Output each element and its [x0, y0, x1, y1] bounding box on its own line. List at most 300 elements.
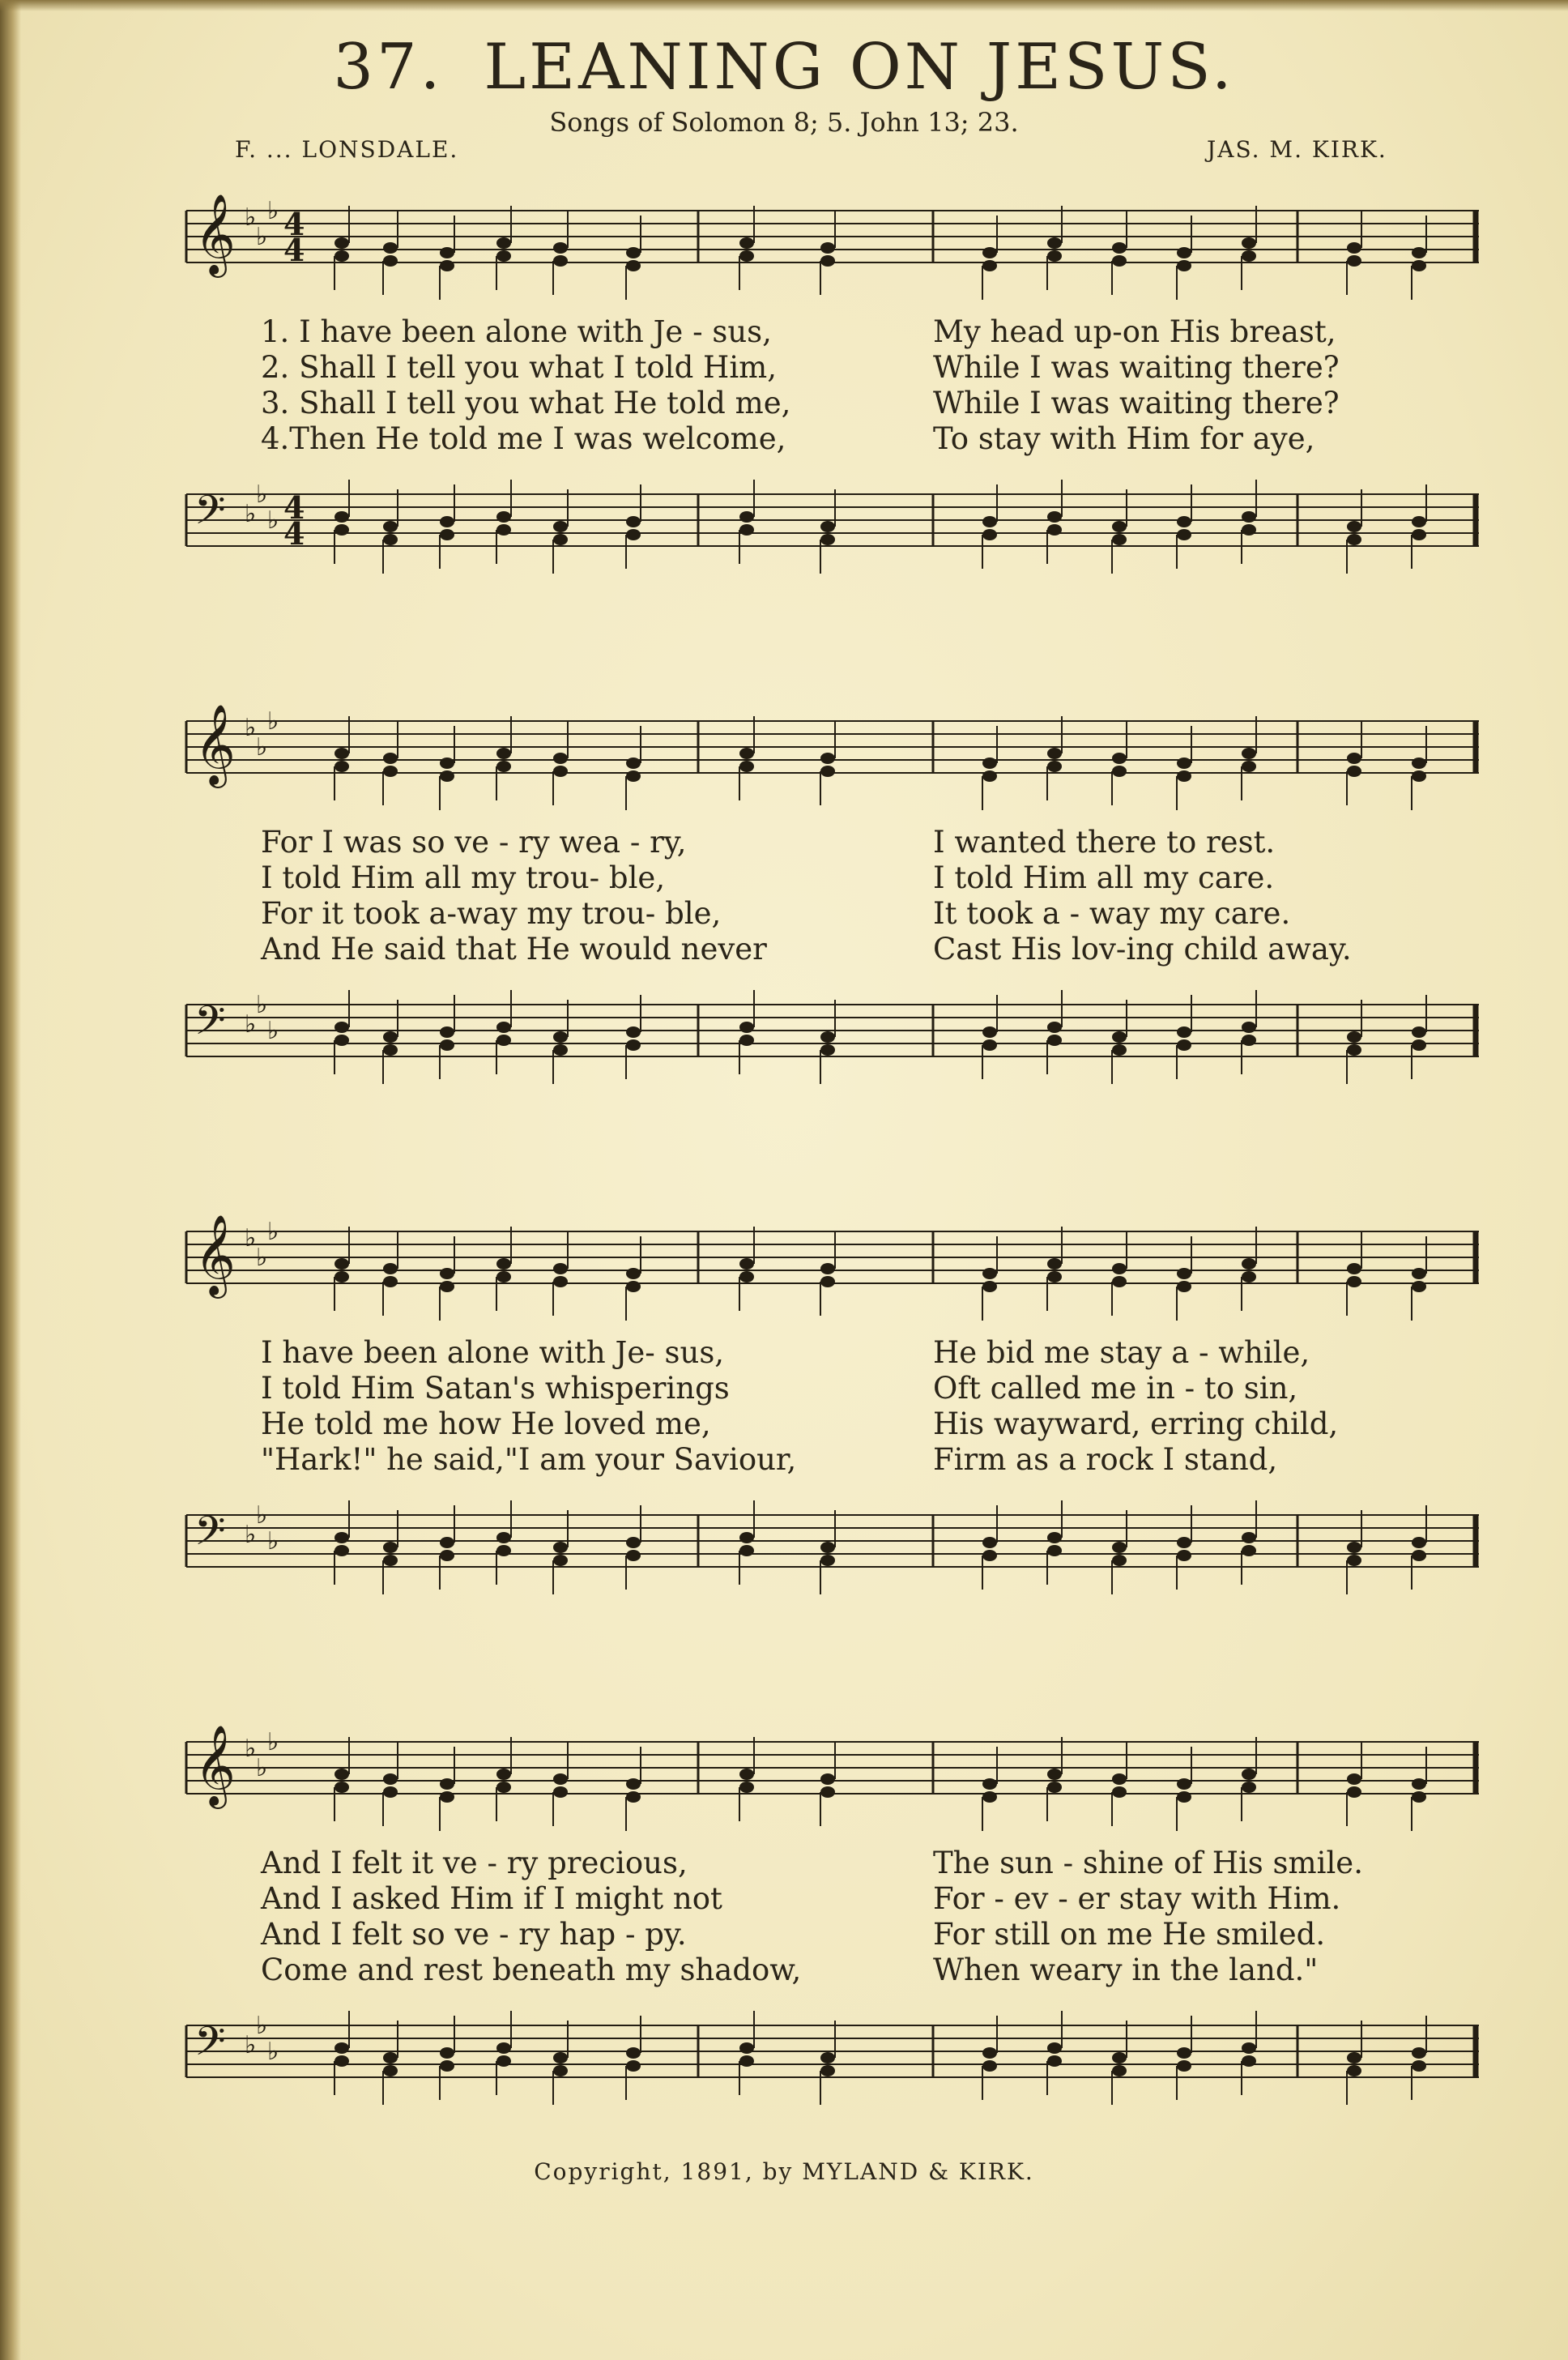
lyric-line: [180, 386, 1484, 421]
note-head: [383, 1276, 398, 1287]
hymn-title-text: LEANING ON JESUS.: [484, 31, 1235, 104]
lyric-line: [180, 1442, 1484, 1478]
note-head: [1112, 2065, 1127, 2076]
note-head: [1347, 2052, 1361, 2063]
note-head: [1347, 1263, 1361, 1274]
note-head: [553, 1263, 568, 1274]
note-head: [440, 1550, 454, 1561]
note-head: [1412, 1791, 1426, 1803]
note-head: [1347, 1773, 1361, 1785]
note-head: [626, 2047, 641, 2059]
note-head: [739, 524, 754, 536]
flat-icon: ♭: [245, 500, 257, 528]
note-head: [496, 524, 511, 536]
note-head: [739, 1258, 754, 1270]
note-head: [626, 1281, 641, 1292]
note-head: [1412, 770, 1426, 782]
note-head: [739, 1532, 754, 1543]
note-head: [334, 524, 349, 536]
lyric-line: [180, 1406, 1484, 1442]
lyric-line: [180, 896, 1484, 932]
note-head: [496, 1545, 511, 1556]
lyric-line: [180, 1371, 1484, 1406]
note-head: [820, 753, 835, 764]
note-head: [1177, 1778, 1191, 1790]
note-head: [1242, 761, 1256, 772]
note-head: [1112, 1542, 1127, 1553]
note-head: [820, 766, 835, 777]
lyric-second-half: His wayward, erring child,: [933, 1406, 1339, 1441]
note-head: [440, 516, 454, 527]
note-head: [1047, 2042, 1062, 2054]
note-head: [1177, 1281, 1191, 1292]
note-head: [383, 1542, 398, 1553]
note-head: [553, 2065, 568, 2076]
note-head: [440, 1791, 454, 1803]
time-signature: 4: [283, 515, 305, 552]
lyric-second-half: While I was waiting there?: [933, 386, 1340, 420]
note-head: [982, 1039, 997, 1051]
note-head: [496, 1782, 511, 1793]
note-head: [553, 242, 568, 254]
lyric-first-half: And I asked Him if I might not: [261, 1881, 722, 1916]
lyric-second-half: I told Him all my care.: [933, 860, 1275, 895]
note-head: [440, 2047, 454, 2059]
note-head: [739, 1271, 754, 1282]
note-head: [496, 2042, 511, 2054]
note-head: [1347, 1031, 1361, 1043]
lyrics-block: [180, 1846, 1484, 1988]
note-head: [1347, 766, 1361, 777]
lyric-first-half: 1. I have been alone with Je - sus,: [261, 314, 772, 349]
note-head: [1047, 1769, 1062, 1780]
treble-staff: [180, 1709, 1484, 1839]
note-head: [1242, 1769, 1256, 1780]
note-head: [383, 1555, 398, 1566]
note-head: [383, 534, 398, 545]
composer-credit: JAS. M. KIRK.: [1207, 136, 1387, 163]
treble-clef-icon: 𝄞: [194, 194, 236, 275]
note-head: [739, 1782, 754, 1793]
bass-staff: [180, 972, 1484, 1102]
note-head: [626, 1550, 641, 1561]
lyric-second-half: It took a - way my care.: [933, 896, 1291, 931]
note-head: [626, 260, 641, 271]
note-head: [739, 237, 754, 249]
flat-icon: ♭: [245, 203, 257, 232]
lyric-line: [180, 932, 1484, 967]
note-head: [739, 761, 754, 772]
flat-icon: ♭: [267, 1218, 279, 1246]
note-head: [1047, 250, 1062, 262]
note-head: [1177, 770, 1191, 782]
note-head: [739, 748, 754, 759]
lyrics-block: [180, 825, 1484, 967]
note-head: [982, 2060, 997, 2072]
note-head: [1112, 1786, 1127, 1798]
scripture-reference: Songs of Solomon 8; 5. John 13; 23.: [549, 107, 1019, 138]
note-head: [1242, 237, 1256, 249]
flat-icon: ♭: [256, 1244, 268, 1272]
note-head: [1047, 511, 1062, 523]
bass-clef-icon: 𝄢: [194, 2018, 226, 2075]
treble-staff: [180, 689, 1484, 818]
flat-icon: ♭: [245, 1010, 257, 1039]
note-head: [1047, 237, 1062, 249]
note-head: [1412, 1268, 1426, 1279]
note-head: [496, 1035, 511, 1046]
page-top-edge: [0, 0, 1568, 11]
lyric-second-half: Oft called me in - to sin,: [933, 1371, 1298, 1406]
note-head: [1412, 1026, 1426, 1038]
note-head: [553, 753, 568, 764]
note-head: [739, 1769, 754, 1780]
note-head: [553, 766, 568, 777]
note-head: [1347, 1276, 1361, 1287]
note-head: [982, 1537, 997, 1548]
note-head: [626, 1039, 641, 1051]
note-head: [1047, 1271, 1062, 1282]
note-head: [1112, 753, 1127, 764]
note-head: [1112, 1555, 1127, 1566]
note-head: [626, 1791, 641, 1803]
flat-icon: ♭: [245, 1521, 257, 1549]
note-head: [334, 511, 349, 523]
note-head: [982, 529, 997, 540]
note-head: [553, 1786, 568, 1798]
note-head: [626, 1268, 641, 1279]
note-head: [1177, 1026, 1191, 1038]
note-head: [982, 770, 997, 782]
hymn-number: 37.: [333, 31, 444, 104]
note-head: [1412, 247, 1426, 258]
lyric-first-half: And I felt it ve - ry precious,: [261, 1846, 688, 1880]
note-head: [1347, 2065, 1361, 2076]
note-head: [1242, 2055, 1256, 2067]
note-head: [553, 1542, 568, 1553]
note-head: [496, 2055, 511, 2067]
flat-icon: ♭: [256, 223, 268, 251]
note-head: [982, 516, 997, 527]
note-head: [383, 753, 398, 764]
flat-icon: ♭: [245, 714, 257, 742]
note-head: [1047, 1782, 1062, 1793]
note-head: [1242, 1022, 1256, 1033]
note-head: [496, 1271, 511, 1282]
note-head: [383, 242, 398, 254]
note-head: [820, 1031, 835, 1043]
lyric-second-half: For - ev - er stay with Him.: [933, 1881, 1341, 1916]
note-head: [440, 1026, 454, 1038]
lyric-line: [180, 860, 1484, 896]
note-head: [553, 1044, 568, 1056]
flat-icon: ♭: [256, 1754, 268, 1782]
note-head: [626, 247, 641, 258]
note-head: [440, 758, 454, 769]
note-head: [553, 534, 568, 545]
note-head: [440, 770, 454, 782]
note-head: [820, 242, 835, 254]
note-head: [1347, 1542, 1361, 1553]
note-head: [1242, 1035, 1256, 1046]
note-head: [1112, 534, 1127, 545]
note-head: [820, 534, 835, 545]
lyric-first-half: 3. Shall I tell you what He told me,: [261, 386, 791, 420]
note-head: [1347, 255, 1361, 267]
flat-icon: ♭: [256, 991, 268, 1019]
note-head: [820, 2065, 835, 2076]
note-head: [1177, 529, 1191, 540]
note-head: [1112, 255, 1127, 267]
note-head: [1242, 748, 1256, 759]
lyric-first-half: 4.Then He told me I was welcome,: [261, 421, 786, 456]
note-head: [1412, 529, 1426, 540]
note-head: [383, 1786, 398, 1798]
note-head: [440, 1537, 454, 1548]
lyric-first-half: Come and rest beneath my shadow,: [261, 1952, 802, 1987]
lyric-second-half: Firm as a rock I stand,: [933, 1442, 1278, 1477]
flat-icon: ♭: [267, 1728, 279, 1756]
note-head: [626, 516, 641, 527]
note-head: [1177, 1268, 1191, 1279]
note-head: [383, 2052, 398, 2063]
note-head: [334, 1532, 349, 1543]
note-head: [553, 521, 568, 532]
note-head: [626, 1778, 641, 1790]
note-head: [626, 529, 641, 540]
note-head: [820, 1044, 835, 1056]
note-head: [496, 1258, 511, 1270]
note-head: [334, 1769, 349, 1780]
lyric-line: [180, 421, 1484, 457]
note-head: [820, 1773, 835, 1785]
note-head: [982, 1281, 997, 1292]
note-head: [496, 1769, 511, 1780]
note-head: [1412, 1281, 1426, 1292]
lyric-first-half: And I felt so ve - ry hap - py.: [261, 1917, 687, 1952]
note-head: [1347, 753, 1361, 764]
note-head: [1242, 250, 1256, 262]
lyric-second-half: Cast His lov-ing child away.: [933, 932, 1352, 967]
note-head: [982, 1026, 997, 1038]
note-head: [496, 1022, 511, 1033]
bass-clef-icon: 𝄢: [194, 487, 226, 544]
note-head: [982, 247, 997, 258]
note-head: [982, 758, 997, 769]
lyric-line: [180, 314, 1484, 350]
note-head: [1177, 1039, 1191, 1051]
note-head: [334, 1545, 349, 1556]
time-signature: 4: [283, 489, 305, 526]
note-head: [820, 1555, 835, 1566]
note-head: [739, 1545, 754, 1556]
note-head: [553, 1773, 568, 1785]
note-head: [1412, 758, 1426, 769]
lyric-first-half: I told Him all my trou- ble,: [261, 860, 666, 895]
note-head: [496, 761, 511, 772]
note-head: [440, 1268, 454, 1279]
note-head: [1242, 1271, 1256, 1282]
note-head: [739, 1035, 754, 1046]
lyric-first-half: 2. Shall I tell you what I told Him,: [261, 350, 778, 385]
note-head: [383, 1263, 398, 1274]
lyric-line: [180, 1335, 1484, 1371]
note-head: [1177, 1550, 1191, 1561]
note-head: [1112, 766, 1127, 777]
note-head: [1047, 524, 1062, 536]
note-head: [1112, 1276, 1127, 1287]
lyric-second-half: The sun - shine of His smile.: [933, 1846, 1363, 1880]
note-head: [383, 2065, 398, 2076]
note-head: [626, 2060, 641, 2072]
note-head: [982, 1778, 997, 1790]
note-head: [496, 237, 511, 249]
note-head: [1242, 1258, 1256, 1270]
note-head: [383, 1044, 398, 1056]
note-head: [334, 748, 349, 759]
note-head: [440, 260, 454, 271]
note-head: [553, 1276, 568, 1287]
note-head: [739, 2055, 754, 2067]
treble-clef-icon: 𝄞: [194, 704, 236, 785]
note-head: [1412, 1039, 1426, 1051]
lyric-line: [180, 1881, 1484, 1917]
note-head: [1047, 748, 1062, 759]
note-head: [1047, 1022, 1062, 1033]
note-head: [440, 1778, 454, 1790]
note-head: [383, 255, 398, 267]
lyric-first-half: For it took a-way my trou- ble,: [261, 896, 722, 931]
note-head: [1242, 524, 1256, 536]
note-head: [982, 1791, 997, 1803]
note-head: [982, 1550, 997, 1561]
note-head: [334, 1271, 349, 1282]
note-head: [626, 1537, 641, 1548]
note-head: [496, 748, 511, 759]
lyric-second-half: My head up-on His breast,: [933, 314, 1336, 349]
note-head: [1177, 247, 1191, 258]
lyric-line: [180, 1846, 1484, 1881]
note-head: [1177, 1791, 1191, 1803]
flat-icon: ♭: [256, 2012, 268, 2040]
bass-staff: [180, 462, 1484, 591]
note-head: [1412, 260, 1426, 271]
page-binding-edge: [0, 0, 21, 2360]
flat-icon: ♭: [267, 1017, 279, 1045]
note-head: [982, 260, 997, 271]
note-head: [1347, 534, 1361, 545]
note-head: [739, 1022, 754, 1033]
note-head: [383, 1773, 398, 1785]
note-head: [1412, 516, 1426, 527]
bass-staff: [180, 1483, 1484, 1612]
treble-clef-icon: 𝄞: [194, 1725, 236, 1806]
note-head: [440, 1281, 454, 1292]
note-head: [496, 511, 511, 523]
note-head: [1047, 1545, 1062, 1556]
note-head: [1412, 1537, 1426, 1548]
note-head: [334, 1258, 349, 1270]
flat-icon: ♭: [267, 2038, 279, 2066]
lyricist-credit: F. ... LONSDALE.: [235, 136, 459, 163]
note-head: [1347, 1555, 1361, 1566]
flat-icon: ♭: [267, 506, 279, 535]
lyric-first-half: I told Him Satan's whisperings: [261, 1371, 730, 1406]
note-head: [1177, 758, 1191, 769]
lyric-line: [180, 350, 1484, 386]
copyright-notice: Copyright, 1891, by MYLAND & KIRK.: [534, 2158, 1034, 2185]
note-head: [334, 250, 349, 262]
note-head: [440, 2060, 454, 2072]
time-signature: 4: [283, 232, 305, 268]
note-head: [1177, 516, 1191, 527]
lyric-second-half: To stay with Him for aye,: [933, 421, 1315, 456]
note-head: [334, 2042, 349, 2054]
note-head: [820, 255, 835, 267]
note-head: [553, 2052, 568, 2063]
lyric-line: [180, 1952, 1484, 1988]
note-head: [496, 1532, 511, 1543]
note-head: [820, 1263, 835, 1274]
lyric-second-half: When weary in the land.": [933, 1952, 1319, 1987]
note-head: [1112, 2052, 1127, 2063]
note-head: [820, 2052, 835, 2063]
flat-icon: ♭: [267, 1527, 279, 1556]
bass-clef-icon: 𝄢: [194, 1508, 226, 1564]
note-head: [440, 529, 454, 540]
flat-icon: ♭: [256, 480, 268, 509]
note-head: [1177, 260, 1191, 271]
flat-icon: ♭: [256, 1501, 268, 1530]
note-head: [1112, 521, 1127, 532]
flat-icon: ♭: [267, 707, 279, 736]
note-head: [1112, 1263, 1127, 1274]
note-head: [553, 1555, 568, 1566]
lyric-second-half: While I was waiting there?: [933, 350, 1340, 385]
note-head: [1412, 2060, 1426, 2072]
note-head: [1242, 1782, 1256, 1793]
note-head: [383, 766, 398, 777]
note-head: [334, 1782, 349, 1793]
note-head: [1412, 1550, 1426, 1561]
lyrics-block: [180, 1335, 1484, 1478]
note-head: [1412, 2047, 1426, 2059]
note-head: [1177, 2047, 1191, 2059]
lyric-second-half: For still on me He smiled.: [933, 1917, 1326, 1952]
note-head: [334, 1022, 349, 1033]
note-head: [1347, 1786, 1361, 1798]
treble-staff: [180, 1199, 1484, 1329]
note-head: [1047, 1035, 1062, 1046]
note-head: [1112, 1031, 1127, 1043]
lyric-second-half: I wanted there to rest.: [933, 825, 1276, 860]
note-head: [1347, 1044, 1361, 1056]
note-head: [982, 1268, 997, 1279]
note-head: [1242, 2042, 1256, 2054]
lyric-first-half: And He said that He would never: [261, 932, 767, 967]
note-head: [383, 521, 398, 532]
note-head: [1047, 761, 1062, 772]
bass-staff: [180, 1993, 1484, 2123]
note-head: [334, 761, 349, 772]
flat-icon: ♭: [245, 1735, 257, 1763]
lyric-line: [180, 825, 1484, 860]
note-head: [1347, 242, 1361, 254]
note-head: [553, 1031, 568, 1043]
lyric-first-half: For I was so ve - ry wea - ry,: [261, 825, 687, 860]
note-head: [334, 1035, 349, 1046]
note-head: [820, 1542, 835, 1553]
